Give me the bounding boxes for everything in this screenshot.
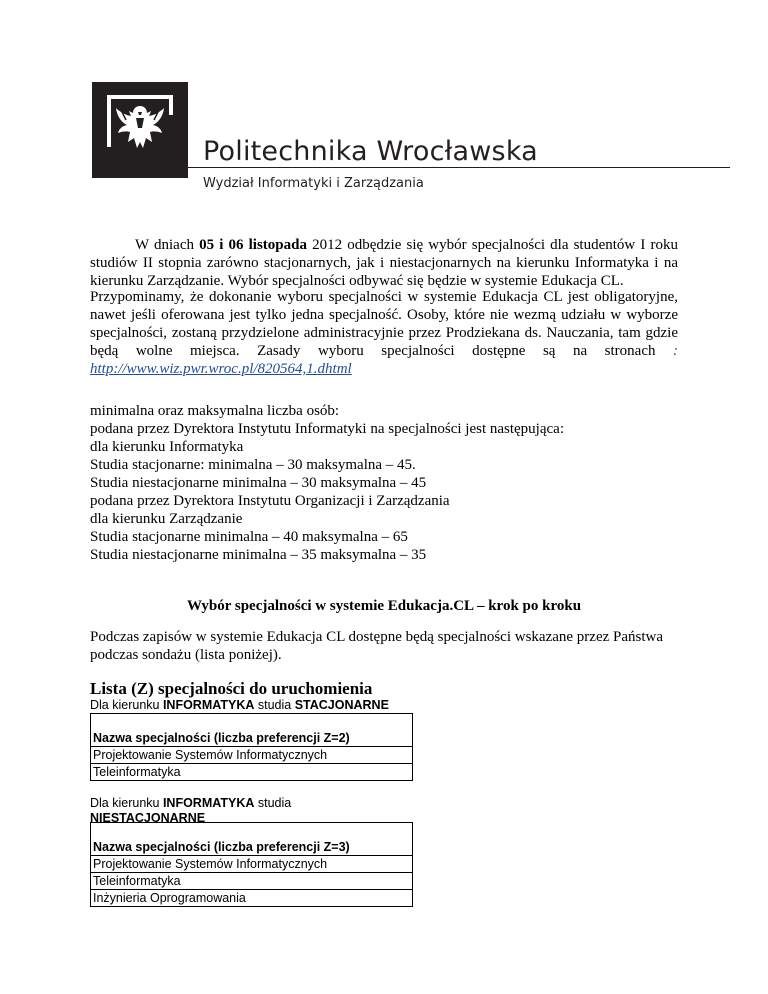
caption-field: INFORMATYKA bbox=[162, 796, 255, 810]
university-name: Politechnika Wrocławska bbox=[203, 136, 538, 167]
table-row: Projektowanie Systemów Informatycznych bbox=[91, 747, 413, 764]
header-divider bbox=[188, 167, 730, 168]
caption-prefix: Dla kierunku bbox=[90, 698, 163, 712]
limits-line: Studia niestacjonarne minimalna – 30 maksymalna – 45 bbox=[90, 475, 427, 491]
limits-line: Studia stacjonarne minimalna – 40 maksymalna – 65 bbox=[90, 529, 408, 545]
link-prefix: : bbox=[655, 343, 679, 359]
limits-line: podana przez Dyrektora Instytutu Organizacji i Zarządzania bbox=[90, 493, 450, 509]
intro-text-a: W dniach bbox=[135, 237, 200, 253]
limits-block bbox=[90, 402, 564, 564]
university-logo bbox=[92, 82, 188, 178]
eagle-emblem-icon bbox=[92, 82, 188, 178]
table-row: Inżynieria Oprogramowania bbox=[91, 890, 413, 907]
caption-mode: STACJONARNE bbox=[294, 698, 389, 712]
table1-caption bbox=[90, 698, 389, 712]
intro-paragraph-reminder bbox=[90, 288, 678, 378]
intro-dates: 05 i 06 listopada bbox=[199, 237, 307, 253]
intro-paragraph-dates bbox=[90, 236, 678, 290]
table-spacer-cell bbox=[91, 714, 413, 731]
specialties-list-title: Lista (Z) specjalności do uruchomienia bbox=[90, 679, 373, 698]
limits-line: dla kierunku Informatyka bbox=[90, 439, 244, 455]
caption-field: INFORMATYKA bbox=[162, 698, 255, 712]
table-spacer-cell bbox=[91, 823, 413, 840]
faculty-name: Wydział Informatyki i Zarządzania bbox=[203, 176, 424, 191]
limits-line: podana przez Dyrektora Instytutu Informatyki na specjalności jest następująca: bbox=[90, 421, 564, 437]
steps-heading: Wybór specjalności w systemie Edukacja.CL – krok po kroku bbox=[186, 598, 582, 614]
caption-mid: studia bbox=[254, 698, 295, 712]
rules-link[interactable]: http://www.wiz.pwr.wroc.pl/820564,1.dhtml bbox=[90, 361, 352, 377]
specialties-table-stationary bbox=[90, 713, 413, 781]
table-header-cell: Nazwa specjalności (liczba preferencji Z=3) bbox=[91, 839, 413, 856]
limits-line: minimalna oraz maksymalna liczba osób: bbox=[90, 403, 340, 419]
table-row: Projektowanie Systemów Informatycznych bbox=[91, 856, 413, 873]
caption-mid: studia bbox=[254, 796, 292, 810]
table-row: Teleinformatyka bbox=[91, 764, 413, 781]
table-header-cell: Nazwa specjalności (liczba preferencji Z=2) bbox=[91, 730, 413, 747]
specialties-table-part-time bbox=[90, 822, 413, 907]
steps-paragraph: Podczas zapisów w systemie Edukacja CL dostępne będą specjalności wskazane przez Państwa podczas sondażu (lista poniżej). bbox=[90, 629, 664, 663]
caption-mode: NIESTACJONARNE bbox=[90, 811, 206, 825]
limits-line: Studia niestacjonarne minimalna – 35 maksymalna – 35 bbox=[90, 547, 427, 563]
limits-line: Studia stacjonarne: minimalna – 30 maksymalna – 45. bbox=[90, 457, 416, 473]
intro-text-b: 2012 odbędzie się wybór specjalności dla studentów I roku studiów II stopnia zarówno stacjonarnych, jak i niestacjonarnych na kierunku Informatyka i na kierunku Zarządzanie. Wybór specjalności odbywać się będzie w systemie Edukacja CL. bbox=[90, 237, 678, 289]
reminder-text: Przypominamy, że dokonanie wyboru specjalności w systemie Edukacja CL jest obligatoryjne, nawet jeśli oferowana jest tylko jedna specjalność. Osoby, które nie wezmą udziału w wyborze specjalności, zostaną przydzielone administracyjnie przez Prodziekana ds. Nauczania, tam gdzie będą wolne miejsca. Zasady wyboru specjalności dostępne są na stronach bbox=[90, 289, 678, 359]
limits-line: dla kierunku Zarządzanie bbox=[90, 511, 243, 527]
table-row: Teleinformatyka bbox=[91, 873, 413, 890]
caption-prefix: Dla kierunku bbox=[90, 796, 163, 810]
